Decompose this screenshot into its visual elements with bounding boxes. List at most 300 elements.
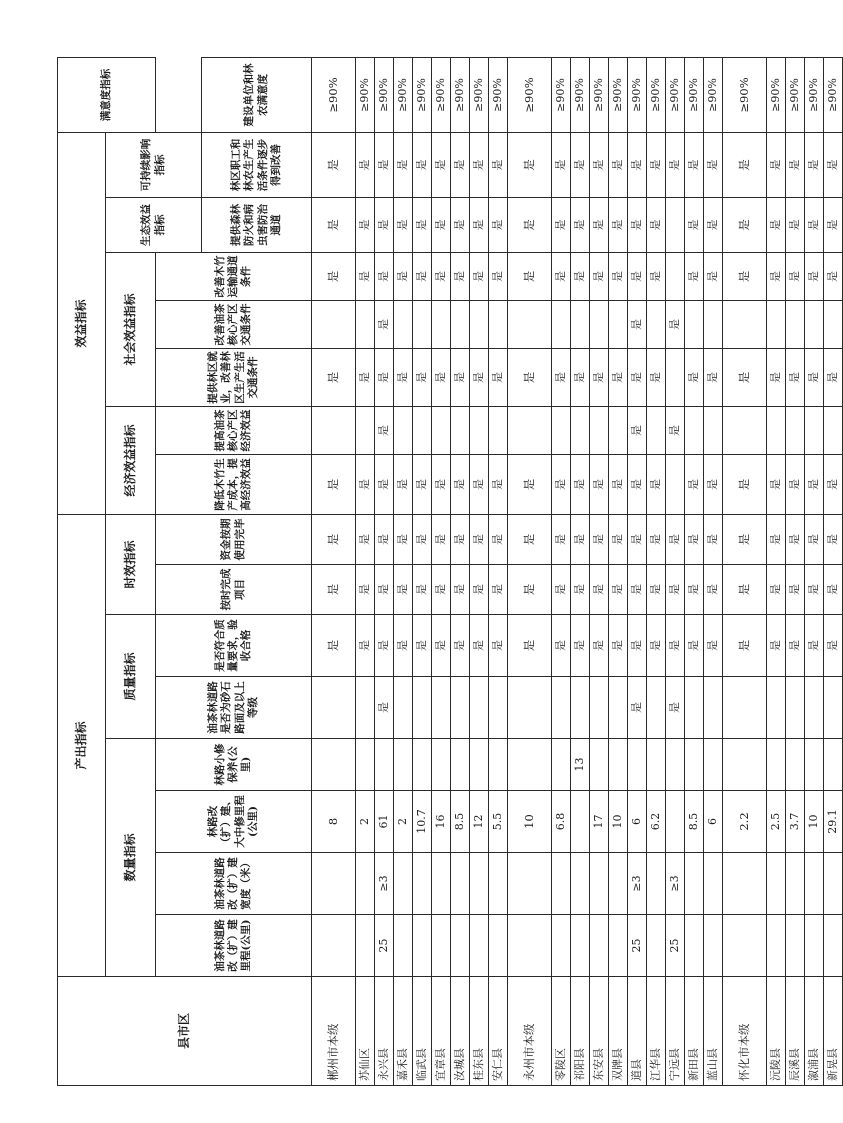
table-cell: 是: [394, 615, 413, 677]
table-cell: [704, 739, 723, 791]
table-cell: 是: [666, 406, 685, 454]
table-cell: 是: [786, 132, 805, 197]
table-cell: ≥90%: [356, 57, 375, 132]
table-cell: [647, 300, 666, 348]
table-cell: 是: [767, 252, 786, 300]
indicator-on-time: 按时完成项目: [156, 565, 312, 615]
table-cell: 是: [312, 197, 356, 252]
table-cell: 是: [805, 615, 824, 677]
table-cell: ≥90%: [704, 57, 723, 132]
table-cell: [723, 739, 767, 791]
table-cell: 是: [786, 454, 805, 514]
indicator-road-width: 油茶林道路改（扩）建宽度（米）: [156, 853, 312, 915]
table-cell: 是: [470, 252, 489, 300]
table-cell: 是: [609, 348, 628, 406]
indicator-quality-accepted: 是否符合质量要求，验收合格: [156, 615, 312, 677]
county-name: 宁远县: [666, 977, 685, 1086]
table-cell: [312, 677, 356, 739]
table-cell: 是: [413, 132, 432, 197]
county-name: 永兴县: [375, 977, 394, 1086]
table-cell: [508, 915, 552, 977]
table-cell: 是: [508, 615, 552, 677]
table-cell: [666, 252, 685, 300]
table-row: [375, 57, 394, 1085]
table-cell: 是: [375, 565, 394, 615]
table-cell: [786, 739, 805, 791]
table-cell: 是: [590, 514, 609, 564]
table-cell: 是: [571, 514, 590, 564]
table-cell: 10: [508, 791, 552, 853]
table-cell: 是: [786, 565, 805, 615]
table-cell: [451, 915, 470, 977]
table-cell: ≥90%: [413, 57, 432, 132]
table-cell: 是: [590, 615, 609, 677]
table-cell: ≥90%: [805, 57, 824, 132]
rotated-table-wrapper: [57, 58, 839, 1086]
table-cell: [786, 915, 805, 977]
table-cell: [805, 915, 824, 977]
table-cell: 是: [432, 132, 451, 197]
table-row: [685, 57, 704, 1085]
table-cell: [394, 406, 413, 454]
table-cell: 是: [647, 615, 666, 677]
table-cell: [489, 853, 508, 915]
table-cell: [647, 853, 666, 915]
indicator-living-conditions: 林区职工和林农生产生活条件逐步得到改善: [202, 132, 312, 197]
table-cell: ≥90%: [432, 57, 451, 132]
table-cell: [786, 853, 805, 915]
table-cell: 是: [375, 132, 394, 197]
table-cell: 是: [590, 348, 609, 406]
county-name: 安仁县: [489, 977, 508, 1086]
indicator-forest-road-repair: 林路改（扩）建、大中修里程(公里): [156, 791, 312, 853]
table-cell: [432, 915, 451, 977]
table-cell: 61: [375, 791, 394, 853]
table-cell: [685, 677, 704, 739]
table-cell: 是: [666, 677, 685, 739]
table-cell: 是: [312, 252, 356, 300]
table-cell: 8.5: [685, 791, 704, 853]
table-row: [767, 57, 786, 1085]
table-cell: 是: [590, 565, 609, 615]
table-cell: [805, 739, 824, 791]
table-cell: ≥90%: [489, 57, 508, 132]
table-row: [805, 57, 824, 1085]
table-cell: 10: [609, 791, 628, 853]
table-row: [451, 57, 470, 1085]
table-cell: 是: [824, 197, 843, 252]
table-cell: 是: [685, 252, 704, 300]
table-cell: 是: [805, 514, 824, 564]
table-cell: [489, 915, 508, 977]
table-cell: [552, 300, 571, 348]
table-cell: 是: [508, 197, 552, 252]
table-cell: 25: [375, 915, 394, 977]
table-cell: 是: [647, 132, 666, 197]
table-cell: 是: [704, 565, 723, 615]
table-cell: [356, 739, 375, 791]
table-cell: [432, 406, 451, 454]
table-cell: 是: [666, 514, 685, 564]
table-cell: 6.8: [552, 791, 571, 853]
table-cell: 是: [451, 132, 470, 197]
table-cell: [609, 853, 628, 915]
table-cell: 是: [685, 132, 704, 197]
table-cell: ≥90%: [552, 57, 571, 132]
table-row: [394, 57, 413, 1085]
county-name: 双牌县: [609, 977, 628, 1086]
county-name: 苏仙区: [356, 977, 375, 1086]
table-cell: 2: [394, 791, 413, 853]
table-cell: 是: [723, 514, 767, 564]
table-cell: 是: [628, 677, 647, 739]
table-cell: 是: [432, 348, 451, 406]
table-cell: [590, 915, 609, 977]
table-cell: [590, 406, 609, 454]
table-cell: 是: [609, 615, 628, 677]
table-row: [666, 57, 685, 1085]
table-cell: 是: [356, 514, 375, 564]
table-cell: 是: [356, 615, 375, 677]
header-quality: 质量指标: [106, 615, 156, 739]
table-cell: 是: [489, 132, 508, 197]
table-cell: ≥3: [666, 853, 685, 915]
table-cell: 是: [704, 454, 723, 514]
table-cell: [432, 300, 451, 348]
county-name: 临武县: [413, 977, 432, 1086]
table-cell: 是: [704, 197, 723, 252]
table-cell: 是: [432, 565, 451, 615]
table-cell: 是: [413, 514, 432, 564]
table-cell: [394, 853, 413, 915]
table-cell: 是: [312, 132, 356, 197]
table-cell: 是: [805, 252, 824, 300]
table-cell: 是: [824, 454, 843, 514]
table-cell: 是: [508, 514, 552, 564]
table-cell: 是: [375, 514, 394, 564]
table-cell: [666, 791, 685, 853]
table-cell: 是: [590, 197, 609, 252]
table-cell: [470, 300, 489, 348]
table-cell: [413, 739, 432, 791]
table-cell: 是: [432, 197, 451, 252]
table-cell: 是: [609, 565, 628, 615]
table-cell: 是: [356, 348, 375, 406]
table-cell: 6: [628, 791, 647, 853]
table-cell: 是: [767, 514, 786, 564]
table-cell: [723, 853, 767, 915]
table-cell: 是: [552, 197, 571, 252]
table-cell: 5.5: [489, 791, 508, 853]
table-cell: 是: [489, 197, 508, 252]
table-cell: 是: [489, 565, 508, 615]
table-cell: 是: [356, 197, 375, 252]
table-cell: [590, 677, 609, 739]
indicator-employment: 提供林区就业，改善林区生产生活交通条件: [156, 348, 312, 406]
table-row: [786, 57, 805, 1085]
table-cell: [394, 915, 413, 977]
table-cell: 12: [470, 791, 489, 853]
table-cell: ≥90%: [571, 57, 590, 132]
table-cell: 是: [685, 615, 704, 677]
table-row: [628, 57, 647, 1085]
table-cell: [609, 300, 628, 348]
table-cell: ≥90%: [470, 57, 489, 132]
table-cell: 是: [723, 132, 767, 197]
table-cell: [590, 853, 609, 915]
table-cell: [767, 406, 786, 454]
table-cell: 是: [723, 565, 767, 615]
table-cell: 是: [609, 197, 628, 252]
table-cell: 是: [451, 454, 470, 514]
indicator-camellia-traffic: 改善油茶核心产区交通条件: [156, 300, 312, 348]
table-cell: [470, 739, 489, 791]
table-cell: 是: [723, 197, 767, 252]
table-cell: 是: [413, 615, 432, 677]
table-cell: ≥90%: [647, 57, 666, 132]
table-cell: 是: [312, 514, 356, 564]
table-cell: 是: [786, 348, 805, 406]
county-name: 永州市本级: [508, 977, 552, 1086]
table-cell: ≥90%: [628, 57, 647, 132]
table-cell: [628, 739, 647, 791]
table-cell: 是: [356, 454, 375, 514]
table-cell: 是: [432, 514, 451, 564]
table-cell: [590, 739, 609, 791]
county-name: 祁阳县: [571, 977, 590, 1086]
table-cell: ≥90%: [312, 57, 356, 132]
table-cell: 是: [609, 454, 628, 514]
table-cell: 是: [786, 252, 805, 300]
table-cell: 是: [571, 348, 590, 406]
table-cell: [786, 677, 805, 739]
table-cell: [552, 853, 571, 915]
table-cell: [413, 853, 432, 915]
table-cell: 是: [508, 565, 552, 615]
table-cell: [685, 739, 704, 791]
table-cell: 是: [704, 132, 723, 197]
table-cell: 是: [685, 514, 704, 564]
table-cell: [356, 300, 375, 348]
indicator-gravel-surface: 油茶林道路是否为砂石路面及以上等级: [156, 677, 312, 739]
table-cell: 是: [356, 132, 375, 197]
table-cell: [394, 739, 413, 791]
table-cell: [413, 915, 432, 977]
table-cell: [723, 677, 767, 739]
table-cell: [432, 739, 451, 791]
table-cell: [609, 406, 628, 454]
table-cell: [356, 406, 375, 454]
table-cell: 是: [628, 197, 647, 252]
table-cell: 是: [375, 348, 394, 406]
table-cell: [805, 853, 824, 915]
table-cell: 3.7: [786, 791, 805, 853]
table-cell: 是: [704, 252, 723, 300]
header-satisfaction: 满意度指标: [58, 57, 156, 132]
table-cell: 6.2: [647, 791, 666, 853]
table-cell: 是: [628, 615, 647, 677]
table-cell: 是: [413, 197, 432, 252]
table-cell: [451, 677, 470, 739]
county-name: 嘉禾县: [394, 977, 413, 1086]
indicator-funds-used: 资金按期使用完毕: [156, 514, 312, 564]
table-cell: 16: [432, 791, 451, 853]
table-cell: 是: [685, 454, 704, 514]
table-cell: 是: [552, 454, 571, 514]
table-cell: [590, 300, 609, 348]
table-cell: 是: [628, 565, 647, 615]
table-cell: 是: [767, 132, 786, 197]
table-cell: [571, 677, 590, 739]
table-cell: 是: [805, 197, 824, 252]
table-cell: 是: [571, 454, 590, 514]
table-cell: [805, 406, 824, 454]
table-cell: 是: [470, 132, 489, 197]
table-cell: 是: [723, 348, 767, 406]
table-row: [508, 57, 552, 1085]
table-cell: 是: [508, 132, 552, 197]
table-cell: [767, 739, 786, 791]
table-cell: [704, 406, 723, 454]
table-cell: 是: [552, 252, 571, 300]
table-body: [312, 57, 843, 1085]
table-cell: [704, 915, 723, 977]
header-quantity: 数量指标: [106, 739, 156, 977]
table-cell: [704, 677, 723, 739]
table-cell: 是: [609, 252, 628, 300]
table-cell: 是: [432, 615, 451, 677]
table-cell: [824, 915, 843, 977]
table-cell: 是: [356, 252, 375, 300]
header-sustainable: 可持续影响指标: [106, 132, 202, 197]
table-row: [824, 57, 843, 1085]
table-cell: 是: [685, 565, 704, 615]
table-row: [356, 57, 375, 1085]
table-cell: 是: [470, 615, 489, 677]
table-cell: 是: [628, 514, 647, 564]
table-cell: 是: [312, 454, 356, 514]
table-cell: 是: [609, 514, 628, 564]
performance-indicator-table: [57, 57, 843, 1086]
table-cell: 是: [704, 615, 723, 677]
table-cell: ≥90%: [508, 57, 552, 132]
county-name: 溆浦县: [805, 977, 824, 1086]
table-cell: 29.1: [824, 791, 843, 853]
table-cell: 是: [470, 348, 489, 406]
table-cell: 是: [723, 252, 767, 300]
table-cell: 是: [767, 197, 786, 252]
table-row: [470, 57, 489, 1085]
table-cell: 是: [470, 514, 489, 564]
table-cell: 是: [647, 454, 666, 514]
table-cell: [394, 300, 413, 348]
table-row: [413, 57, 432, 1085]
table-cell: [685, 406, 704, 454]
county-name: 零陵区: [552, 977, 571, 1086]
table-cell: [571, 300, 590, 348]
table-cell: 是: [628, 454, 647, 514]
table-cell: 是: [647, 565, 666, 615]
table-cell: [489, 300, 508, 348]
table-cell: [666, 348, 685, 406]
table-cell: ≥90%: [685, 57, 704, 132]
county-name: 宜章县: [432, 977, 451, 1086]
table-cell: ≥90%: [767, 57, 786, 132]
table-cell: ≥90%: [394, 57, 413, 132]
table-cell: ≥3: [375, 853, 394, 915]
table-cell: [685, 915, 704, 977]
header-ecological: 生态效益指标: [106, 197, 202, 252]
indicator-transport-channel: 改善木竹运输通道条件: [156, 252, 312, 300]
table-cell: 是: [590, 132, 609, 197]
header-county: 县市区: [58, 977, 312, 1086]
county-name: 江华县: [647, 977, 666, 1086]
table-cell: [786, 406, 805, 454]
table-cell: 是: [571, 615, 590, 677]
table-cell: [647, 915, 666, 977]
table-cell: 是: [489, 348, 508, 406]
table-cell: 是: [571, 132, 590, 197]
table-cell: 是: [805, 348, 824, 406]
table-cell: 是: [312, 565, 356, 615]
table-cell: 是: [609, 132, 628, 197]
table-cell: 是: [590, 454, 609, 514]
table-cell: [666, 197, 685, 252]
table-cell: [375, 739, 394, 791]
table-cell: 是: [786, 514, 805, 564]
table-cell: [609, 739, 628, 791]
header-timeliness: 时效指标: [106, 514, 156, 614]
table-cell: 是: [786, 615, 805, 677]
table-cell: [508, 677, 552, 739]
table-cell: 是: [767, 454, 786, 514]
table-cell: [723, 915, 767, 977]
table-cell: 是: [786, 197, 805, 252]
table-cell: 是: [394, 197, 413, 252]
table-cell: 是: [413, 348, 432, 406]
table-row: [647, 57, 666, 1085]
table-cell: 是: [666, 132, 685, 197]
table-cell: 是: [824, 615, 843, 677]
table-cell: 是: [356, 565, 375, 615]
table-cell: [723, 300, 767, 348]
header-output: 产出指标: [58, 514, 106, 976]
table-cell: 是: [552, 132, 571, 197]
table-cell: [312, 853, 356, 915]
table-cell: [312, 915, 356, 977]
table-cell: 是: [723, 454, 767, 514]
table-cell: [451, 300, 470, 348]
table-cell: ≥90%: [723, 57, 767, 132]
indicator-camellia-benefit: 提高油茶核心产区经济效益: [156, 406, 312, 454]
table-cell: 是: [628, 406, 647, 454]
table-cell: 是: [451, 252, 470, 300]
table-cell: ≥3: [628, 853, 647, 915]
table-cell: [571, 791, 590, 853]
table-cell: [413, 300, 432, 348]
table-cell: 是: [723, 615, 767, 677]
table-cell: 是: [432, 454, 451, 514]
county-name: 蓝山县: [704, 977, 723, 1086]
table-row: [723, 57, 767, 1085]
table-cell: 是: [375, 197, 394, 252]
table-cell: [609, 915, 628, 977]
table-cell: 是: [312, 615, 356, 677]
county-name: 辰溪县: [786, 977, 805, 1086]
table-cell: [312, 300, 356, 348]
table-cell: 是: [628, 348, 647, 406]
table-cell: [571, 915, 590, 977]
